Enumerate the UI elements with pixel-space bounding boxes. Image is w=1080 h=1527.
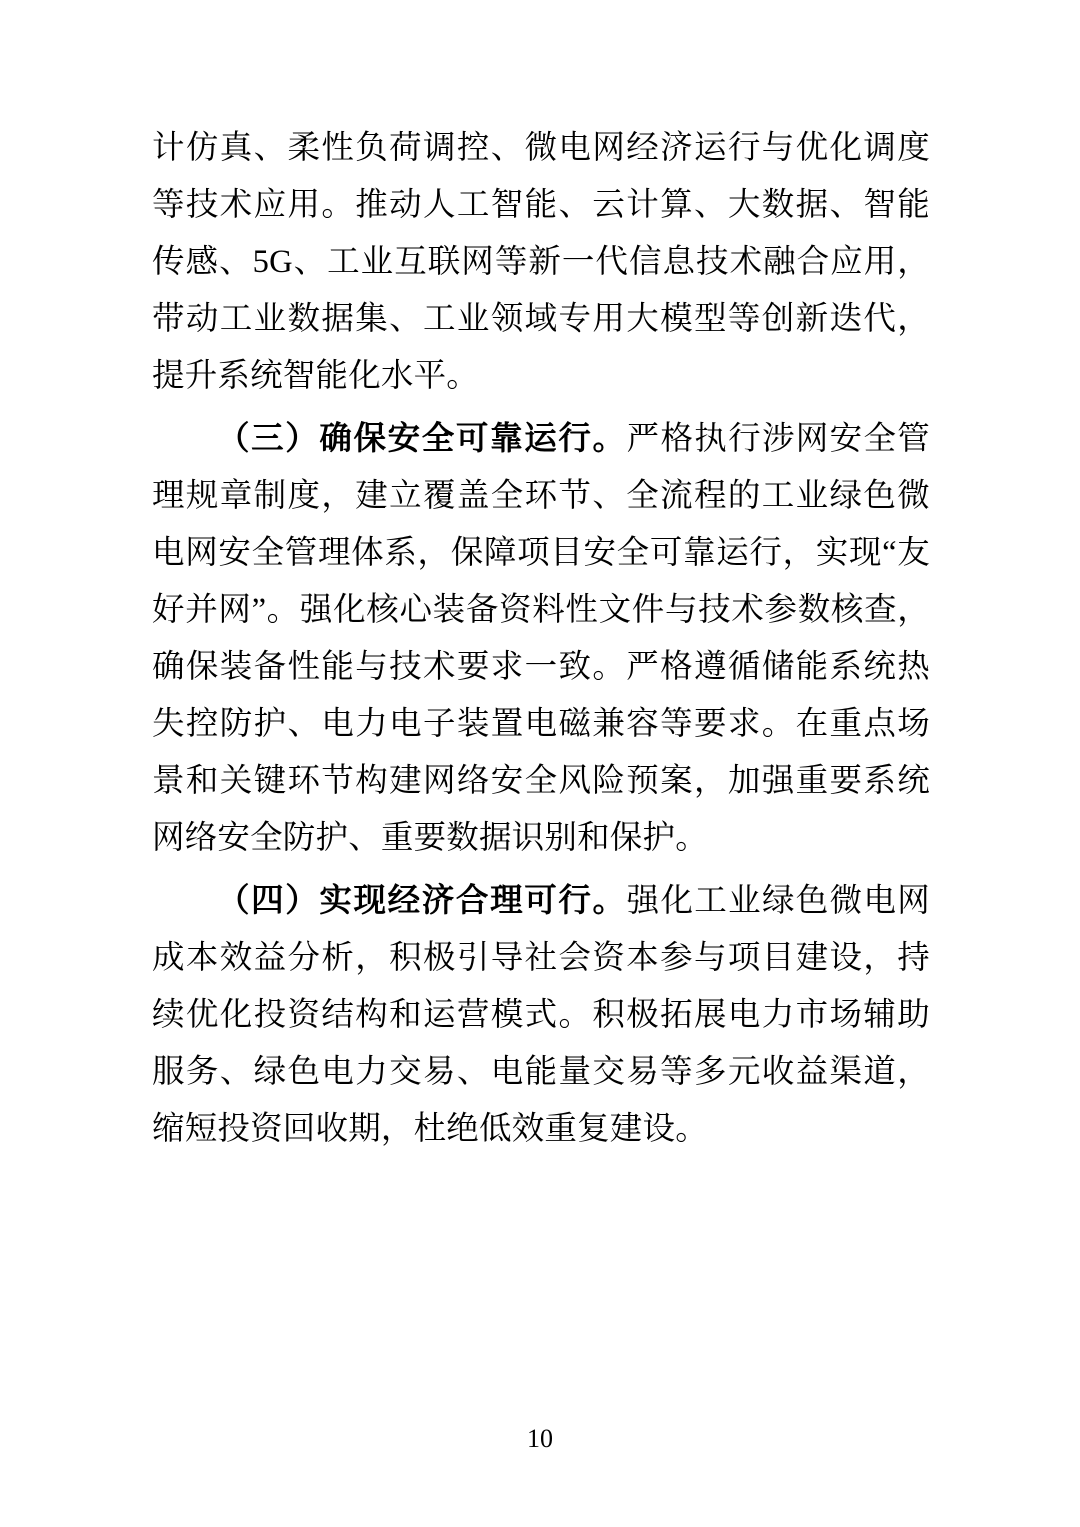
paragraph-text: 强化工业绿色微电网成本效益分析，积极引导社会资本参与项目建设，持续优化投资结构和运营模式。积极拓展电力市场辅助服务、绿色电力交易、电能量交易等多元收益渠道，缩短投资回收期，杜绝低效重复建设。 <box>152 883 930 1147</box>
paragraph-section-four <box>152 871 930 1158</box>
page-number: 10 <box>527 1424 553 1453</box>
paragraph-text: 严格执行涉网安全管理规章制度，建立覆盖全环节、全流程的工业绿色微电网安全管理体系，保障项目安全可靠运行，实现“友好并网”。强化核心装备资料性文件与技术参数核查，确保装备性能与技术要求一致。严格遵循储能系统热失控防护、电力电子装置电磁兼容等要求。在重点场景和关键环节构建网络安全风险预案，加强重要系统网络安全防护、重要数据识别和保护。 <box>152 421 930 856</box>
paragraph-continued <box>152 120 930 405</box>
section-heading-three: （三）确保安全可靠运行。 <box>217 418 627 457</box>
section-heading-four: （四）实现经济合理可行。 <box>217 880 627 919</box>
paragraph-text: 计仿真、柔性负荷调控、微电网经济运行与优化调度等技术应用。推动人工智能、云计算、大数据、智能传感、5G、工业互联网等新一代信息技术融合应用，带动工业数据集、工业领域专用大模型等创新迭代，提升系统智能化水平。 <box>152 130 930 394</box>
page-body <box>152 120 930 1158</box>
paragraph-section-three <box>152 409 930 867</box>
